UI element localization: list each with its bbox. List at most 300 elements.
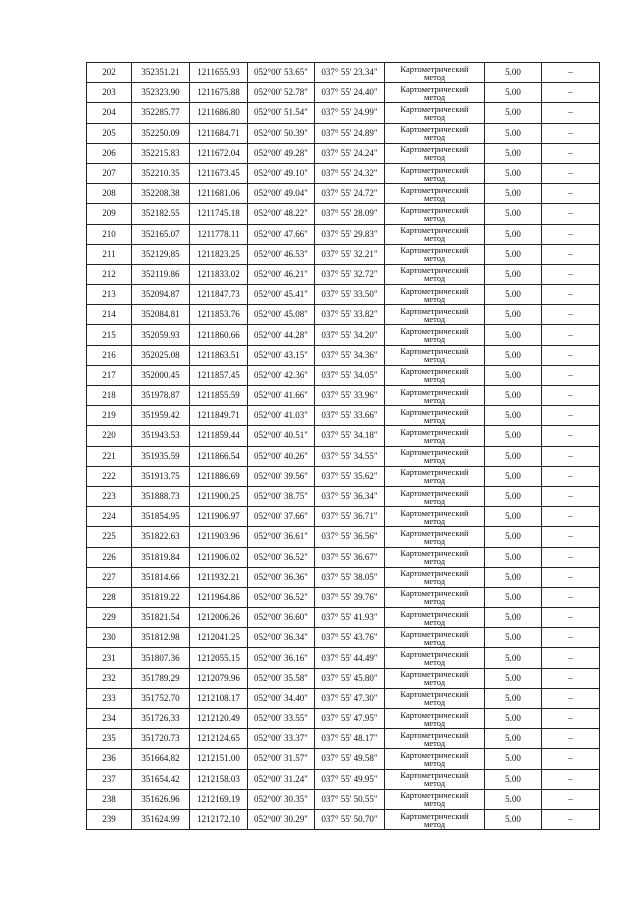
point-number-cell: 212 xyxy=(87,264,132,284)
y-coordinate-cell: 1211900.25 xyxy=(190,486,248,506)
method-cell xyxy=(385,608,485,628)
latitude-cell: 052°00' 35.58" xyxy=(248,668,315,688)
description-cell: – xyxy=(542,325,600,345)
method-line-1: Картометрический xyxy=(400,184,469,195)
method-cell xyxy=(385,143,485,163)
latitude-cell: 052°00' 45.08" xyxy=(248,305,315,325)
latitude-cell: 052°00' 53.65" xyxy=(248,63,315,83)
accuracy-cell: 5.00 xyxy=(485,446,542,466)
x-coordinate-cell: 351959.42 xyxy=(132,406,190,426)
table-row xyxy=(87,163,600,183)
point-number-cell: 221 xyxy=(87,446,132,466)
latitude-cell: 052°00' 31.57" xyxy=(248,749,315,769)
x-coordinate-cell: 351812.98 xyxy=(132,628,190,648)
method-line-2: метод xyxy=(423,677,446,688)
description-cell: – xyxy=(542,749,600,769)
x-coordinate-cell: 352250.09 xyxy=(132,123,190,143)
accuracy-cell: 5.00 xyxy=(485,567,542,587)
accuracy-cell: 5.00 xyxy=(485,486,542,506)
table-row xyxy=(87,184,600,204)
accuracy-cell: 5.00 xyxy=(485,749,542,769)
method-line-1: Картометрический xyxy=(400,144,469,155)
method-line-2: метод xyxy=(423,354,446,365)
x-coordinate-cell: 352323.90 xyxy=(132,83,190,103)
x-coordinate-cell: 352182.55 xyxy=(132,204,190,224)
method-line-2: метод xyxy=(423,515,446,526)
method-cell xyxy=(385,285,485,305)
longitude-cell: 037° 55' 43.76" xyxy=(315,628,385,648)
table-row xyxy=(87,83,600,103)
latitude-cell: 052°00' 33.55" xyxy=(248,709,315,729)
latitude-cell: 052°00' 47.66" xyxy=(248,224,315,244)
x-coordinate-cell: 351789.29 xyxy=(132,668,190,688)
latitude-cell: 052°00' 30.29" xyxy=(248,809,315,829)
y-coordinate-cell: 1211886.69 xyxy=(190,466,248,486)
latitude-cell: 052°00' 41.66" xyxy=(248,386,315,406)
method-line-2: метод xyxy=(423,152,446,163)
table-row xyxy=(87,507,600,527)
description-cell: – xyxy=(542,567,600,587)
longitude-cell: 037° 55' 32.72" xyxy=(315,264,385,284)
table-row xyxy=(87,668,600,688)
y-coordinate-cell: 1212120.49 xyxy=(190,709,248,729)
method-cell xyxy=(385,305,485,325)
accuracy-cell: 5.00 xyxy=(485,466,542,486)
x-coordinate-cell: 351664.82 xyxy=(132,749,190,769)
description-cell: – xyxy=(542,809,600,829)
y-coordinate-cell: 1211847.73 xyxy=(190,285,248,305)
latitude-cell: 052°00' 48.22" xyxy=(248,204,315,224)
method-cell xyxy=(385,244,485,264)
y-coordinate-cell: 1211675.88 xyxy=(190,83,248,103)
method-line-1: Картометрический xyxy=(400,548,469,559)
method-cell xyxy=(385,668,485,688)
description-cell: – xyxy=(542,345,600,365)
latitude-cell: 052°00' 36.61" xyxy=(248,527,315,547)
method-cell xyxy=(385,103,485,123)
method-line-2: метод xyxy=(423,313,446,324)
table-row xyxy=(87,709,600,729)
table-row xyxy=(87,446,600,466)
latitude-cell: 052°00' 45.41" xyxy=(248,285,315,305)
method-cell xyxy=(385,567,485,587)
description-cell: – xyxy=(542,486,600,506)
method-line-1: Картометрический xyxy=(400,305,469,316)
method-line-2: метод xyxy=(423,798,446,809)
method-line-2: метод xyxy=(423,737,446,748)
latitude-cell: 052°00' 33.37" xyxy=(248,729,315,749)
method-line-1: Картометрический xyxy=(400,790,469,801)
method-line-1: Картометрический xyxy=(400,124,469,135)
table-row xyxy=(87,123,600,143)
x-coordinate-cell: 351819.22 xyxy=(132,587,190,607)
accuracy-cell: 5.00 xyxy=(485,204,542,224)
y-coordinate-cell: 1211655.93 xyxy=(190,63,248,83)
y-coordinate-cell: 1212108.17 xyxy=(190,688,248,708)
point-number-cell: 220 xyxy=(87,426,132,446)
y-coordinate-cell: 1211860.66 xyxy=(190,325,248,345)
method-cell xyxy=(385,809,485,829)
method-line-2: метод xyxy=(423,535,446,546)
accuracy-cell: 5.00 xyxy=(485,184,542,204)
x-coordinate-cell: 352000.45 xyxy=(132,365,190,385)
method-line-1: Картометрический xyxy=(400,568,469,579)
method-line-2: метод xyxy=(423,111,446,122)
latitude-cell: 052°00' 50.39" xyxy=(248,123,315,143)
method-line-1: Картометрический xyxy=(400,527,469,538)
method-cell xyxy=(385,163,485,183)
longitude-cell: 037° 55' 44.49" xyxy=(315,648,385,668)
longitude-cell: 037° 55' 47.30" xyxy=(315,688,385,708)
method-cell xyxy=(385,386,485,406)
accuracy-cell: 5.00 xyxy=(485,83,542,103)
method-line-1: Картометрический xyxy=(400,467,469,478)
method-cell xyxy=(385,628,485,648)
description-cell: – xyxy=(542,709,600,729)
method-cell xyxy=(385,648,485,668)
method-line-2: метод xyxy=(423,657,446,668)
y-coordinate-cell: 1211684.71 xyxy=(190,123,248,143)
coordinates-table-body xyxy=(87,63,600,830)
point-number-cell: 216 xyxy=(87,345,132,365)
accuracy-cell: 5.00 xyxy=(485,688,542,708)
method-line-2: метод xyxy=(423,717,446,728)
x-coordinate-cell: 351814.66 xyxy=(132,567,190,587)
x-coordinate-cell: 352084.81 xyxy=(132,305,190,325)
latitude-cell: 052°00' 37.66" xyxy=(248,507,315,527)
method-line-2: метод xyxy=(423,71,446,82)
method-line-1: Картометрический xyxy=(400,83,469,94)
description-cell: – xyxy=(542,789,600,809)
method-line-2: метод xyxy=(423,374,446,385)
table-row xyxy=(87,63,600,83)
method-line-1: Картометрический xyxy=(400,507,469,518)
longitude-cell: 037° 55' 24.89" xyxy=(315,123,385,143)
longitude-cell: 037° 55' 50.55" xyxy=(315,789,385,809)
longitude-cell: 037° 55' 50.70" xyxy=(315,809,385,829)
y-coordinate-cell: 1212151.00 xyxy=(190,749,248,769)
method-cell xyxy=(385,486,485,506)
point-number-cell: 239 xyxy=(87,809,132,829)
point-number-cell: 229 xyxy=(87,608,132,628)
method-cell xyxy=(385,789,485,809)
longitude-cell: 037° 55' 24.40" xyxy=(315,83,385,103)
table-row xyxy=(87,567,600,587)
method-line-2: метод xyxy=(423,818,446,829)
latitude-cell: 052°00' 36.36" xyxy=(248,567,315,587)
y-coordinate-cell: 1211866.54 xyxy=(190,446,248,466)
longitude-cell: 037° 55' 33.82" xyxy=(315,305,385,325)
method-cell xyxy=(385,123,485,143)
accuracy-cell: 5.00 xyxy=(485,809,542,829)
x-coordinate-cell: 351854.95 xyxy=(132,507,190,527)
table-row xyxy=(87,305,600,325)
method-line-2: метод xyxy=(423,616,446,627)
method-cell xyxy=(385,325,485,345)
x-coordinate-cell: 351626.96 xyxy=(132,789,190,809)
table-row xyxy=(87,749,600,769)
longitude-cell: 037° 55' 24.99" xyxy=(315,103,385,123)
x-coordinate-cell: 352208.38 xyxy=(132,184,190,204)
point-number-cell: 232 xyxy=(87,668,132,688)
method-line-2: метод xyxy=(423,334,446,345)
x-coordinate-cell: 351720.73 xyxy=(132,729,190,749)
method-line-1: Картометрический xyxy=(400,810,469,821)
longitude-cell: 037° 55' 45.80" xyxy=(315,668,385,688)
accuracy-cell: 5.00 xyxy=(485,143,542,163)
table-row xyxy=(87,224,600,244)
latitude-cell: 052°00' 41.03" xyxy=(248,406,315,426)
accuracy-cell: 5.00 xyxy=(485,345,542,365)
y-coordinate-cell: 1211932.21 xyxy=(190,567,248,587)
latitude-cell: 052°00' 51.54" xyxy=(248,103,315,123)
description-cell: – xyxy=(542,264,600,284)
point-number-cell: 236 xyxy=(87,749,132,769)
point-number-cell: 215 xyxy=(87,325,132,345)
method-cell xyxy=(385,507,485,527)
longitude-cell: 037° 55' 36.56" xyxy=(315,527,385,547)
table-row xyxy=(87,143,600,163)
point-number-cell: 208 xyxy=(87,184,132,204)
description-cell: – xyxy=(542,426,600,446)
table-row xyxy=(87,406,600,426)
accuracy-cell: 5.00 xyxy=(485,668,542,688)
point-number-cell: 228 xyxy=(87,587,132,607)
latitude-cell: 052°00' 40.26" xyxy=(248,446,315,466)
method-line-2: метод xyxy=(423,132,446,143)
x-coordinate-cell: 351935.59 xyxy=(132,446,190,466)
accuracy-cell: 5.00 xyxy=(485,264,542,284)
method-line-2: метод xyxy=(423,233,446,244)
method-line-1: Картометрический xyxy=(400,406,469,417)
method-cell xyxy=(385,466,485,486)
method-line-1: Картометрический xyxy=(400,366,469,377)
y-coordinate-cell: 1211673.45 xyxy=(190,163,248,183)
point-number-cell: 218 xyxy=(87,386,132,406)
method-line-2: метод xyxy=(423,273,446,284)
longitude-cell: 037° 55' 24.32" xyxy=(315,163,385,183)
accuracy-cell: 5.00 xyxy=(485,628,542,648)
longitude-cell: 037° 55' 32.21" xyxy=(315,244,385,264)
latitude-cell: 052°00' 38.75" xyxy=(248,486,315,506)
description-cell: – xyxy=(542,305,600,325)
longitude-cell: 037° 55' 48.17" xyxy=(315,729,385,749)
table-row xyxy=(87,628,600,648)
longitude-cell: 037° 55' 24.24" xyxy=(315,143,385,163)
accuracy-cell: 5.00 xyxy=(485,507,542,527)
point-number-cell: 224 xyxy=(87,507,132,527)
table-row xyxy=(87,608,600,628)
y-coordinate-cell: 1211859.44 xyxy=(190,426,248,446)
longitude-cell: 037° 55' 28.09" xyxy=(315,204,385,224)
longitude-cell: 037° 55' 29.83" xyxy=(315,224,385,244)
x-coordinate-cell: 352210.35 xyxy=(132,163,190,183)
point-number-cell: 211 xyxy=(87,244,132,264)
description-cell: – xyxy=(542,608,600,628)
table-row xyxy=(87,789,600,809)
longitude-cell: 037° 55' 47.95" xyxy=(315,709,385,729)
latitude-cell: 052°00' 40.51" xyxy=(248,426,315,446)
x-coordinate-cell: 351819.84 xyxy=(132,547,190,567)
description-cell: – xyxy=(542,769,600,789)
accuracy-cell: 5.00 xyxy=(485,63,542,83)
x-coordinate-cell: 351943.53 xyxy=(132,426,190,446)
y-coordinate-cell: 1211823.25 xyxy=(190,244,248,264)
method-line-2: метод xyxy=(423,778,446,789)
description-cell: – xyxy=(542,668,600,688)
method-cell xyxy=(385,204,485,224)
method-cell xyxy=(385,345,485,365)
latitude-cell: 052°00' 46.53" xyxy=(248,244,315,264)
description-cell: – xyxy=(542,466,600,486)
method-line-2: метод xyxy=(423,475,446,486)
longitude-cell: 037° 55' 34.36" xyxy=(315,345,385,365)
longitude-cell: 037° 55' 33.50" xyxy=(315,285,385,305)
latitude-cell: 052°00' 30.35" xyxy=(248,789,315,809)
method-line-1: Картометрический xyxy=(400,447,469,458)
x-coordinate-cell: 351978.87 xyxy=(132,386,190,406)
y-coordinate-cell: 1212041.25 xyxy=(190,628,248,648)
x-coordinate-cell: 351913.75 xyxy=(132,466,190,486)
longitude-cell: 037° 55' 36.34" xyxy=(315,486,385,506)
point-number-cell: 235 xyxy=(87,729,132,749)
method-line-2: метод xyxy=(423,495,446,506)
description-cell: – xyxy=(542,365,600,385)
latitude-cell: 052°00' 44.28" xyxy=(248,325,315,345)
x-coordinate-cell: 352129.85 xyxy=(132,244,190,264)
method-line-2: метод xyxy=(423,757,446,768)
longitude-cell: 037° 55' 34.55" xyxy=(315,446,385,466)
description-cell: – xyxy=(542,63,600,83)
method-line-1: Картометрический xyxy=(400,770,469,781)
description-cell: – xyxy=(542,688,600,708)
point-number-cell: 213 xyxy=(87,285,132,305)
method-cell xyxy=(385,63,485,83)
x-coordinate-cell: 352165.07 xyxy=(132,224,190,244)
latitude-cell: 052°00' 36.52" xyxy=(248,587,315,607)
description-cell: – xyxy=(542,163,600,183)
point-number-cell: 203 xyxy=(87,83,132,103)
accuracy-cell: 5.00 xyxy=(485,648,542,668)
method-line-2: метод xyxy=(423,636,446,647)
latitude-cell: 052°00' 49.28" xyxy=(248,143,315,163)
description-cell: – xyxy=(542,285,600,305)
method-line-1: Картометрический xyxy=(400,709,469,720)
table-row xyxy=(87,486,600,506)
x-coordinate-cell: 351822.63 xyxy=(132,527,190,547)
accuracy-cell: 5.00 xyxy=(485,123,542,143)
method-line-2: метод xyxy=(423,172,446,183)
accuracy-cell: 5.00 xyxy=(485,325,542,345)
method-line-2: метод xyxy=(423,91,446,102)
point-number-cell: 202 xyxy=(87,63,132,83)
accuracy-cell: 5.00 xyxy=(485,608,542,628)
y-coordinate-cell: 1212006.26 xyxy=(190,608,248,628)
accuracy-cell: 5.00 xyxy=(485,406,542,426)
latitude-cell: 052°00' 36.34" xyxy=(248,628,315,648)
longitude-cell: 037° 55' 34.18" xyxy=(315,426,385,446)
method-cell xyxy=(385,709,485,729)
y-coordinate-cell: 1212124.65 xyxy=(190,729,248,749)
method-cell xyxy=(385,749,485,769)
method-line-1: Картометрический xyxy=(400,386,469,397)
accuracy-cell: 5.00 xyxy=(485,789,542,809)
method-line-1: Картометрический xyxy=(400,689,469,700)
table-row xyxy=(87,285,600,305)
method-line-1: Картометрический xyxy=(400,63,469,74)
method-cell xyxy=(385,547,485,567)
accuracy-cell: 5.00 xyxy=(485,547,542,567)
table-row xyxy=(87,386,600,406)
method-line-1: Картометрический xyxy=(400,669,469,680)
method-line-2: метод xyxy=(423,596,446,607)
coordinates-table xyxy=(86,62,600,830)
x-coordinate-cell: 351752.70 xyxy=(132,688,190,708)
method-line-2: метод xyxy=(423,293,446,304)
y-coordinate-cell: 1212169.19 xyxy=(190,789,248,809)
x-coordinate-cell: 352059.93 xyxy=(132,325,190,345)
method-line-2: метод xyxy=(423,697,446,708)
method-cell xyxy=(385,83,485,103)
method-cell xyxy=(385,587,485,607)
point-number-cell: 223 xyxy=(87,486,132,506)
accuracy-cell: 5.00 xyxy=(485,527,542,547)
y-coordinate-cell: 1211863.51 xyxy=(190,345,248,365)
method-line-2: метод xyxy=(423,434,446,445)
description-cell: – xyxy=(542,507,600,527)
description-cell: – xyxy=(542,527,600,547)
method-cell xyxy=(385,184,485,204)
point-number-cell: 206 xyxy=(87,143,132,163)
method-cell xyxy=(385,729,485,749)
accuracy-cell: 5.00 xyxy=(485,305,542,325)
method-line-2: метод xyxy=(423,253,446,264)
point-number-cell: 222 xyxy=(87,466,132,486)
x-coordinate-cell: 351726.33 xyxy=(132,709,190,729)
method-line-1: Картометрический xyxy=(400,346,469,357)
x-coordinate-cell: 352094.87 xyxy=(132,285,190,305)
table-row xyxy=(87,365,600,385)
method-cell xyxy=(385,365,485,385)
x-coordinate-cell: 352025.08 xyxy=(132,345,190,365)
description-cell: – xyxy=(542,83,600,103)
table-row xyxy=(87,103,600,123)
description-cell: – xyxy=(542,204,600,224)
latitude-cell: 052°00' 42.36" xyxy=(248,365,315,385)
point-number-cell: 225 xyxy=(87,527,132,547)
table-row xyxy=(87,769,600,789)
description-cell: – xyxy=(542,224,600,244)
method-line-2: метод xyxy=(423,576,446,587)
latitude-cell: 052°00' 36.60" xyxy=(248,608,315,628)
table-row xyxy=(87,648,600,668)
x-coordinate-cell: 351821.54 xyxy=(132,608,190,628)
method-line-1: Картометрический xyxy=(400,749,469,760)
method-cell xyxy=(385,426,485,446)
y-coordinate-cell: 1211855.59 xyxy=(190,386,248,406)
y-coordinate-cell: 1211849.71 xyxy=(190,406,248,426)
longitude-cell: 037° 55' 24.72" xyxy=(315,184,385,204)
accuracy-cell: 5.00 xyxy=(485,709,542,729)
longitude-cell: 037° 55' 33.96" xyxy=(315,386,385,406)
point-number-cell: 205 xyxy=(87,123,132,143)
accuracy-cell: 5.00 xyxy=(485,769,542,789)
table-row xyxy=(87,325,600,345)
method-line-2: метод xyxy=(423,212,446,223)
accuracy-cell: 5.00 xyxy=(485,729,542,749)
latitude-cell: 052°00' 43.15" xyxy=(248,345,315,365)
point-number-cell: 217 xyxy=(87,365,132,385)
